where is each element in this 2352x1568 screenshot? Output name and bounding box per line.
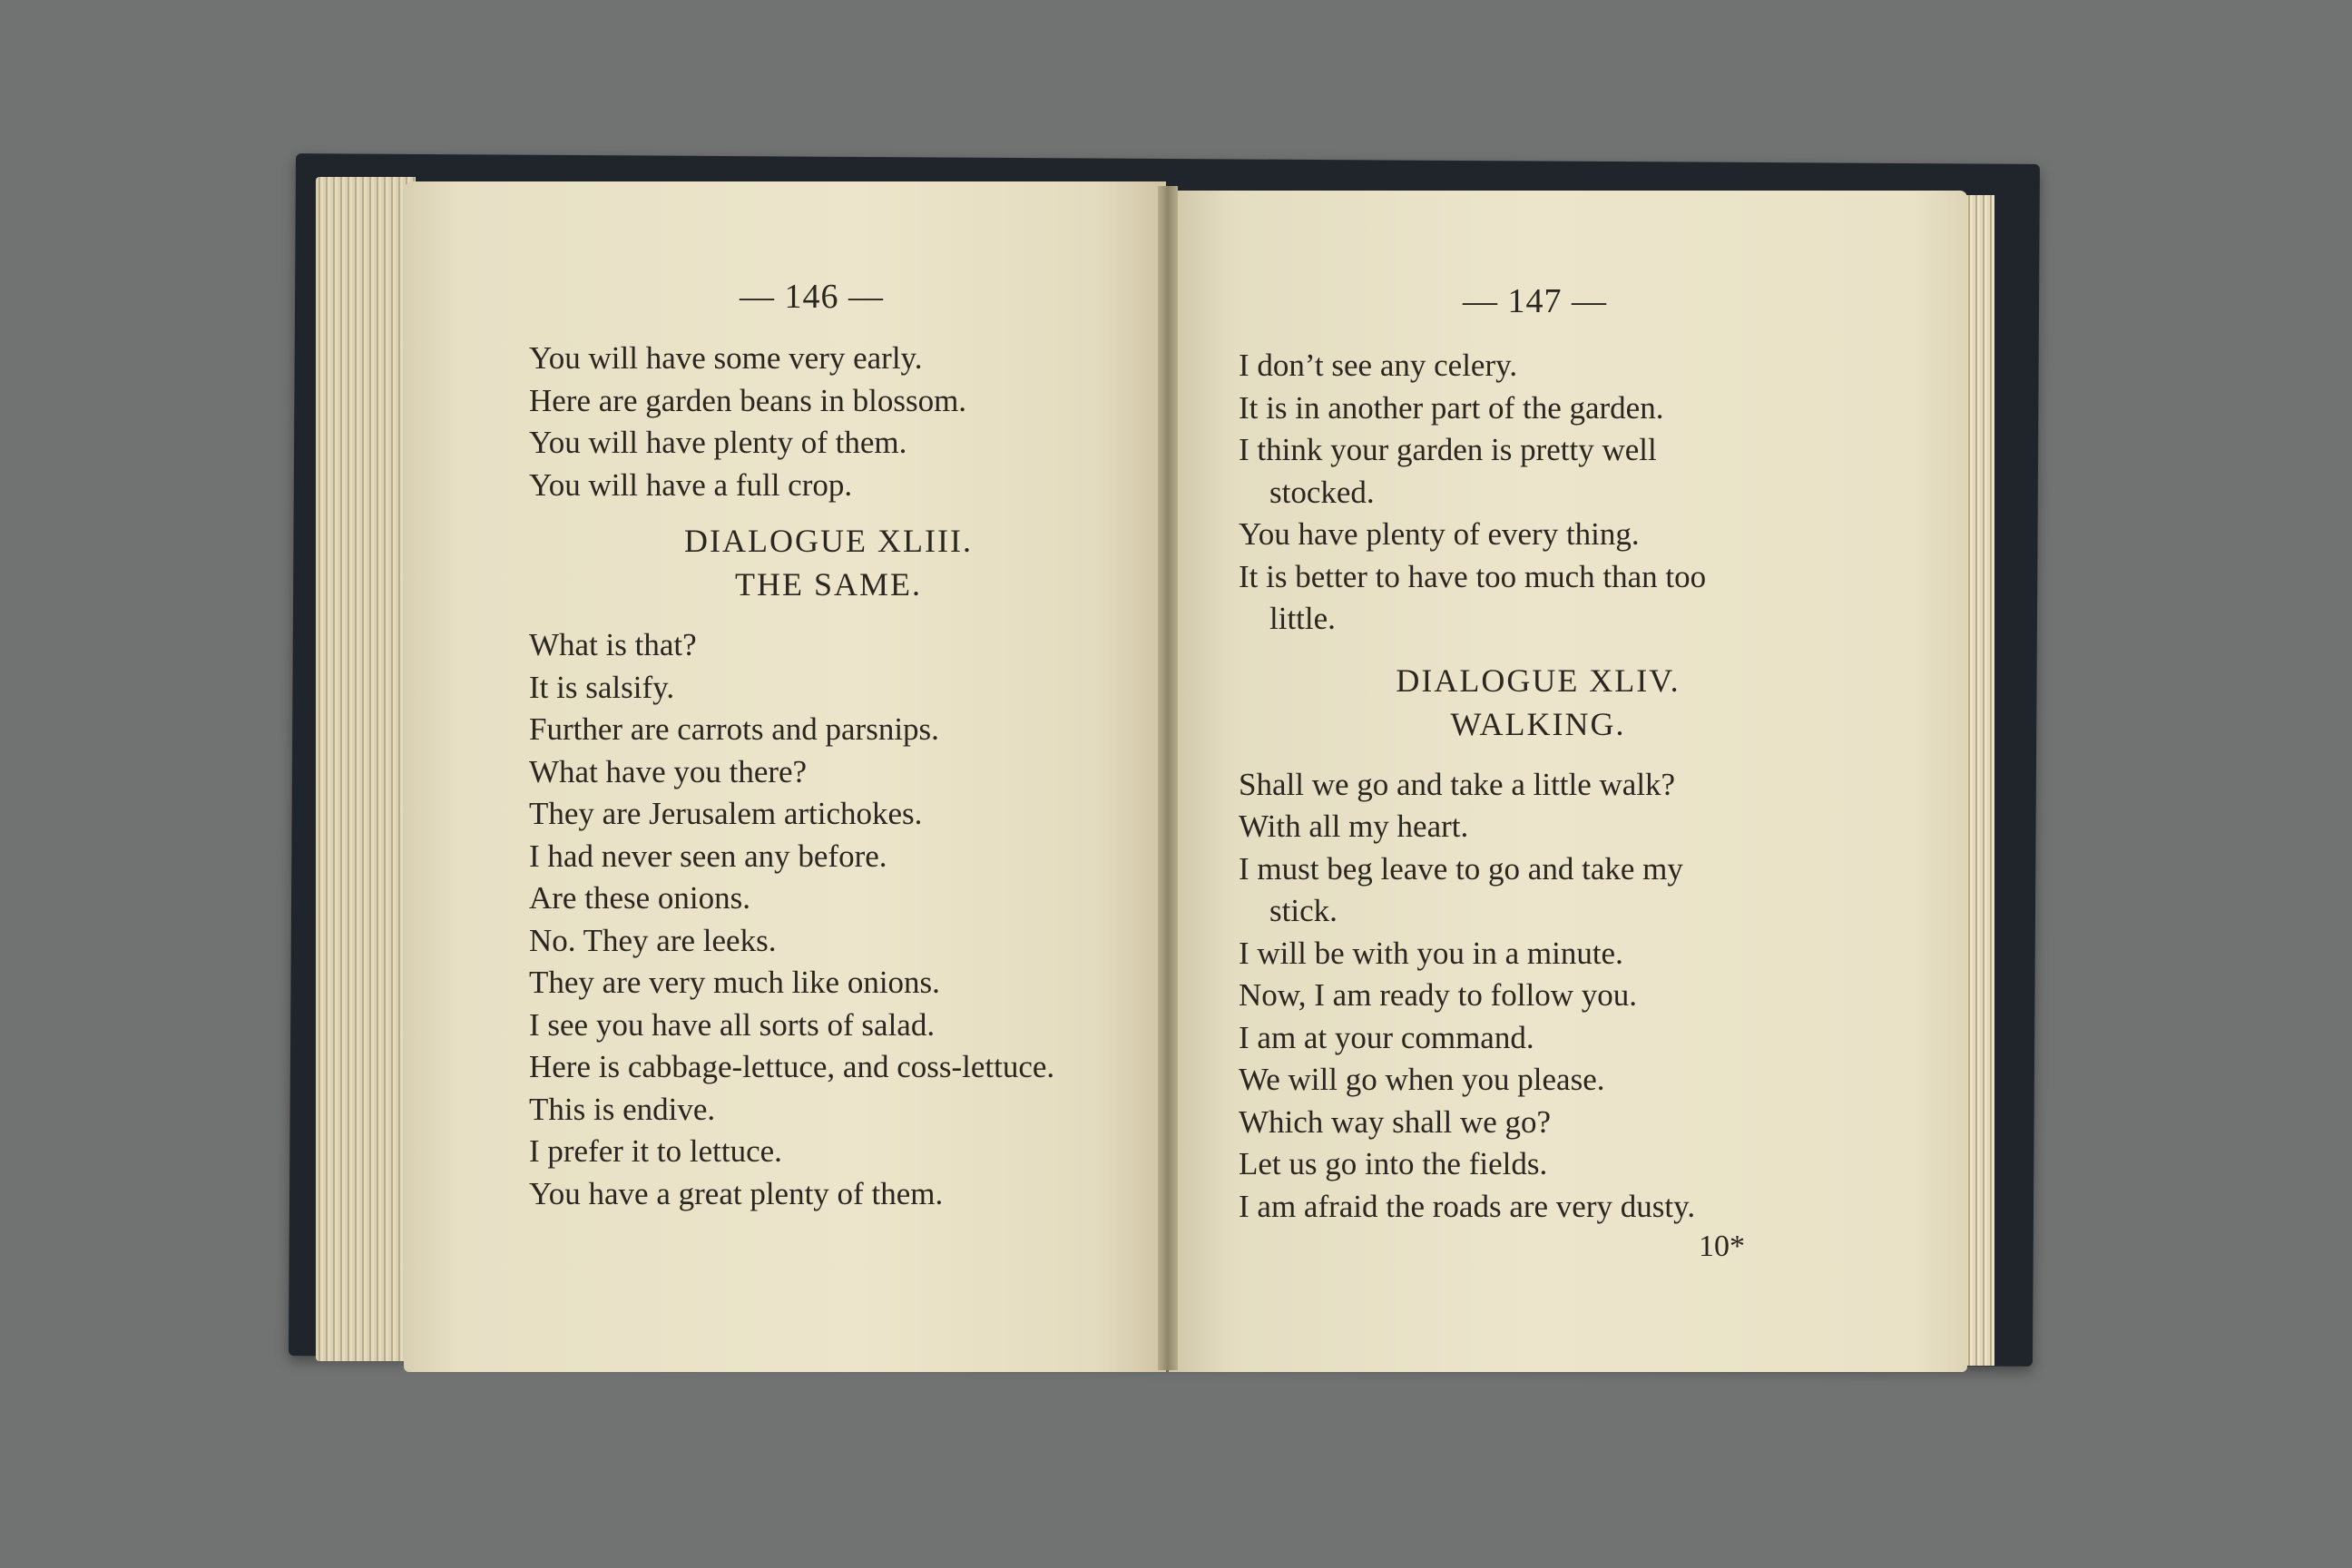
text-line: I must beg leave to go and take my — [1239, 850, 1683, 887]
text-line: We will go when you please. — [1239, 1062, 1605, 1097]
text-line: This is endive. — [529, 1091, 716, 1127]
text-line: You will have a full crop. — [529, 466, 853, 503]
text-line: I think your garden is pretty well — [1239, 432, 1657, 467]
text-line: You have plenty of every thing. — [1239, 516, 1640, 552]
book-gutter — [1158, 186, 1178, 1370]
text-line: You will have some very early. — [529, 340, 923, 376]
text-line: With all my heart. — [1239, 808, 1469, 844]
text-line: You will have plenty of them. — [529, 425, 907, 460]
dialogue-title: WALKING. — [1450, 705, 1626, 742]
text-line: I don’t see any celery. — [1239, 348, 1518, 383]
dialogue-title: THE SAME. — [735, 566, 922, 603]
text-line: I will be with you in a minute. — [1239, 935, 1623, 971]
dialogue-heading: DIALOGUE XLIII. — [684, 523, 973, 559]
text-line: They are Jerusalem artichokes. — [529, 796, 923, 831]
text-line: It is better to have too much than too — [1239, 558, 1707, 594]
text-line: It is in another part of the garden. — [1239, 389, 1664, 426]
dialogue-heading: DIALOGUE XLIV. — [1396, 662, 1681, 699]
text-line: They are very much like onions. — [529, 965, 940, 1000]
text-line: You have a great plenty of them. — [529, 1175, 944, 1211]
text-line: Now, I am ready to follow you. — [1239, 977, 1638, 1013]
text-line: What have you there? — [529, 753, 808, 789]
text-line: Which way shall we go? — [1239, 1103, 1552, 1140]
text-line: Are these onions. — [529, 880, 750, 916]
text-line-continuation: stick. — [1269, 893, 1338, 928]
text-line: I prefer it to lettuce. — [529, 1133, 782, 1169]
text-line: I am afraid the roads are very dusty. — [1239, 1188, 1696, 1224]
text-line: What is that? — [529, 627, 697, 662]
left-page-text — [529, 338, 1146, 1215]
signature-mark: 10* — [1699, 1230, 1745, 1263]
text-line: It is salsify. — [529, 669, 675, 705]
text-line: I had never seen any before. — [529, 838, 887, 874]
text-line: I see you have all sorts of salad. — [529, 1006, 936, 1043]
right-page-text — [1239, 345, 1856, 1228]
text-line: I am at your command. — [1239, 1019, 1534, 1055]
page-number-left: — 146 — — [740, 278, 884, 316]
page-edges-left — [316, 177, 416, 1361]
text-line: Let us go into the fields. — [1239, 1146, 1548, 1181]
text-line: Here are garden beans in blossom. — [529, 382, 967, 418]
text-line: No. They are leeks. — [529, 922, 777, 958]
text-line-continuation: stocked. — [1269, 474, 1375, 510]
page-number-right: — 147 — — [1463, 282, 1607, 320]
text-line-continuation: little. — [1269, 601, 1336, 636]
text-line: Here is cabbage-lettuce, and coss-lettuce. — [529, 1049, 1055, 1084]
text-line: Further are carrots and parsnips. — [529, 711, 939, 747]
text-line: Shall we go and take a little walk? — [1239, 766, 1676, 802]
